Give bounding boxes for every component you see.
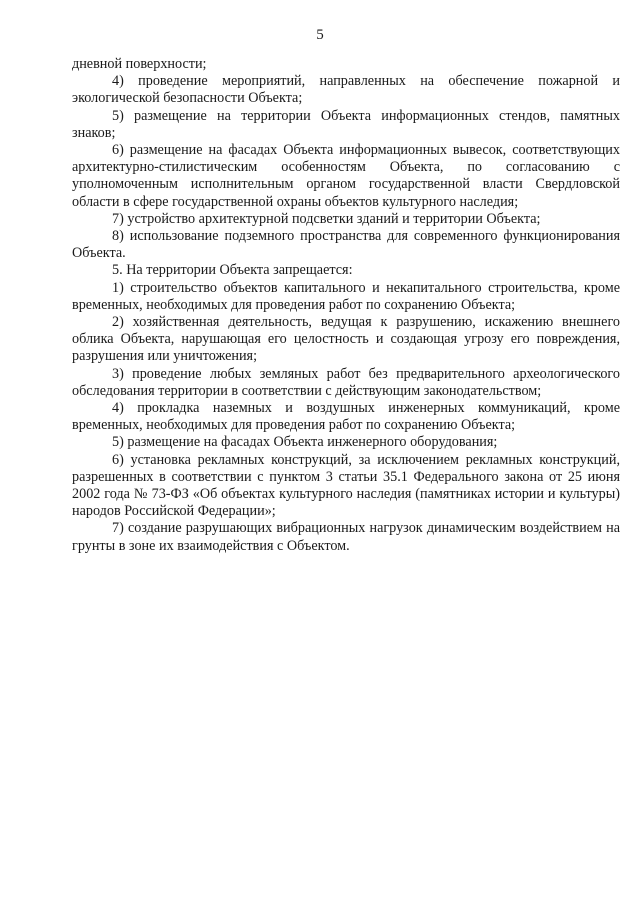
paragraph-item-5-stands: 5) размещение на территории Объекта информационных стендов, памятных знаков; xyxy=(72,107,620,141)
paragraph-item-6-signage: 6) размещение на фасадах Объекта информационных вывесок, соответствующих архитектурно-стилистическим особенностям Объекта, по согласованию с уполномоченным исполнительным органом государственной власти Свердловской области в сфере государственной охраны объектов культурного наследия; xyxy=(72,142,620,210)
paragraph-continuation: дневной поверхности; xyxy=(72,56,207,72)
prohibition-item-1: 1) строительство объектов капитального и некапитального строительства, кроме временных, необходимых для проведения работ по сохранению Объекта; xyxy=(72,279,620,313)
prohibition-item-4: 4) прокладка наземных и воздушных инженерных коммуникаций, кроме временных, необходимых для проведения работ по сохранению Объекта; xyxy=(72,400,620,434)
prohibition-item-6: 6) установка рекламных конструкций, за исключением рекламных конструкций, разрешенных в соответствии с пунктом 3 статьи 35.1 Федерального закона от 25 июня 2002 года № 73-ФЗ «Об объектах культурного наследия (памятниках истории и культуры) народов Российской Федерации»; xyxy=(72,451,620,520)
prohibition-item-5: 5) размещение на фасадах Объекта инженерного оборудования; xyxy=(112,434,498,451)
section-5-heading: 5. На территории Объекта запрещается: xyxy=(112,262,353,279)
prohibition-item-7: 7) создание разрушающих вибрационных нагрузок динамическим воздействием на грунты в зоне их взаимодействия с Объектом. xyxy=(72,520,620,554)
page-number: 5 xyxy=(316,27,324,43)
document-body xyxy=(72,56,620,555)
prohibition-item-2: 2) хозяйственная деятельность, ведущая к разрушению, искажению внешнего облика Объекта, нарушающая его целостность и создающая угрозу его повреждения, разрушения или уничтожения; xyxy=(72,314,620,365)
paragraph-item-7-lighting: 7) устройство архитектурной подсветки зданий и территории Объекта; xyxy=(112,210,541,227)
paragraph-item-8-underground: 8) использование подземного пространства для современного функционирования Объекта. xyxy=(72,228,620,262)
prohibition-item-3: 3) проведение любых земляных работ без предварительного археологического обследования территории в соответствии с действующим законодательством; xyxy=(72,365,620,399)
paragraph-item-4-fire-safety: 4) проведение мероприятий, направленных на обеспечение пожарной и экологической безопасности Объекта; xyxy=(72,73,620,107)
